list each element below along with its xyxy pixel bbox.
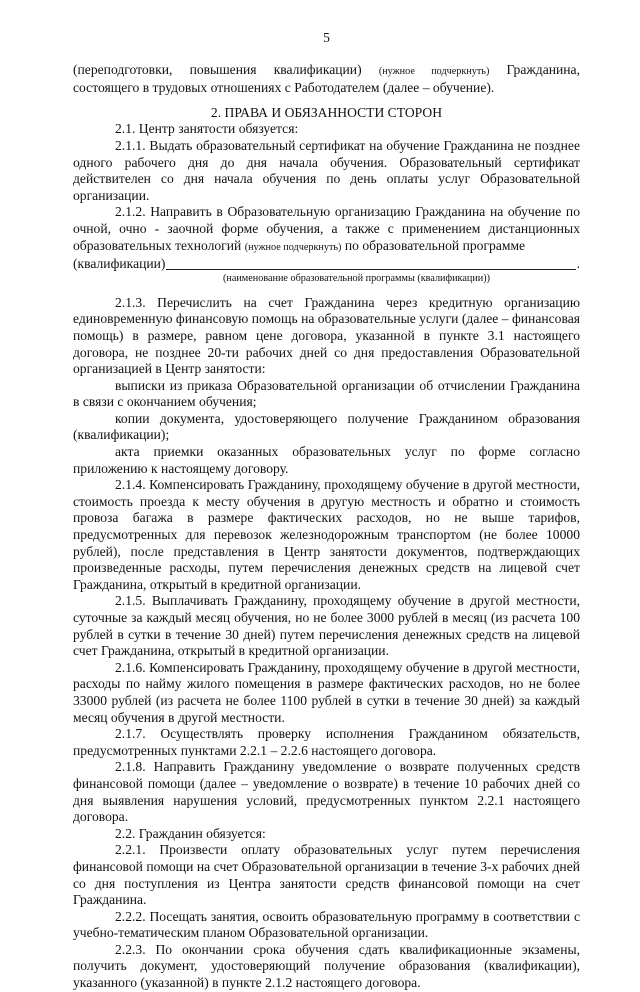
text-run: 2.2.3. По окончании срока обучения сдать квалификационные экзамены, получить документ, удостоверяющий получение образования (квалификации), указанного (указанной) в пункте 2.1.2 настоящего договора. <box>73 941 580 991</box>
clause-paragraph <box>73 411 580 444</box>
text-run: (переподготовки, повышения квалификации) <box>73 61 379 77</box>
clause-paragraph <box>73 660 580 726</box>
program-blank-line <box>73 256 580 273</box>
text-run: 2.1.7. Осуществлять проверку исполнения Гражданином обязательств, предусмотренных пунктами 2.2.1 – 2.2.6 настоящего договора. <box>73 726 580 758</box>
text-run: 2.1.5. Выплачивать Гражданину, проходящему обучение в другой местности, суточные за каждый месяц обучения, но не более 3000 рублей в месяц (из расчета 100 рублей в сутки в течение 30 дней) путем перечисления денежных средств на лицевой счет Гражданина, открытый в кредитной организации. <box>73 593 580 659</box>
text-run: 2.1.2. Направить в Образовательную организацию Гражданина на обучение по очной, очно - заочной форме обучения, а также с применением дистанционных образовательных технологий <box>73 204 580 253</box>
clause-paragraph <box>73 909 580 942</box>
document-page <box>73 30 580 992</box>
text-run: Гражданина, состоящего в трудовых отношениях с Работодателем (далее – обучение). <box>73 61 580 96</box>
small-note: (нужное подчеркнуть) <box>244 241 342 253</box>
clause-paragraph <box>73 378 580 411</box>
clause-paragraph <box>73 444 580 477</box>
text-run: 2.1.1. Выдать образовательный сертификат на обучение Гражданина не позднее одного рабочего дня до дня начала обучения. Образовательный сертификат действителен со дня начала обучения по день оплаты услуг Образовательной организации. <box>73 137 580 203</box>
text-run: 2.1.8. Направить Гражданину уведомление о возврате полученных средств финансовой помощи (далее – уведомление о возврате) в течение 10 рабочих дней со дня выявления нарушения условий, предусмотренных пунктом 2.2.1 настоящего договора. <box>73 759 580 825</box>
clause-paragraph <box>73 204 580 256</box>
text-run: 2.1. Центр занятости обязуется: <box>115 121 299 137</box>
clause-paragraph <box>73 826 580 843</box>
text-run: 2.1.3. Перечислить на счет Гражданина через кредитную организацию единовременную финансовую помощь на образовательные услуги (далее – финансовая помощь) в размере, равном цене договора, указанной в пункте 3.1 настоящего договора, не позднее 20-ти рабочих дней со дня предоставления Образовательной организацией в Центр занятости: <box>73 294 580 377</box>
clause-paragraph <box>73 942 580 992</box>
clause-paragraph <box>73 759 580 825</box>
clauses-part-a <box>73 121 580 256</box>
program-blank-label: (квалификации) <box>73 256 166 272</box>
text-run: 2.2.2. Посещать занятия, освоить образовательную программу в соответствии с учебно-тематическим планом Образовательной организации. <box>73 908 580 941</box>
text-run: 2.1.4. Компенсировать Гражданину, проходящему обучение в другой местности, стоимость проезда к месту обучения в другую местность и обратно и стоимость провоза багажа в размере фактических расходов, но не выше тарифов, предусмотренных для перевозок железнодорожным транспортом (не более 10000 рублей), после представления в Центр занятости документов, подтверждающих произведенные расходы, путем перечисления денежных средств на лицевой счет Гражданина, открытый в кредитной организации. <box>73 477 580 592</box>
text-run: 2.1.6. Компенсировать Гражданину, проходящему обучение в другой местности, расходы по найму жилого помещения в размере фактических расходов, но не более 33000 рублей (из расчета не более 1100 рублей в сутки в течение 30 дней) за каждый месяц обучения в другой местности. <box>73 659 580 725</box>
clause-paragraph <box>73 138 580 204</box>
text-run: копии документа, удостоверяющего получение Гражданином образования (квалификации); <box>73 410 580 443</box>
section-heading: 2. ПРАВА И ОБЯЗАННОСТИ СТОРОН <box>210 104 443 120</box>
continuation-paragraph <box>73 62 580 97</box>
clauses-part-b <box>73 295 580 992</box>
page-number: 5 <box>323 30 330 45</box>
small-note: (нужное подчеркнуть) <box>378 65 490 77</box>
clause-paragraph <box>73 593 580 659</box>
clause-paragraph <box>73 842 580 908</box>
clause-paragraph <box>73 121 580 138</box>
program-underline-line <box>166 257 575 270</box>
text-run: 2.2.1. Произвести оплату образовательных услуг путем перечисления финансовой помощи на счет Образовательной организации в течение 3-х рабочих дней со дня поступления из Центра занятости средств финансовой помощи на счет Гражданина. <box>73 842 580 908</box>
text-run: выписки из приказа Образовательной организации об отчислении Гражданина в связи с окончанием обучения; <box>73 377 580 410</box>
clause-paragraph <box>73 726 580 759</box>
program-blank-period: . <box>576 256 580 272</box>
clause-paragraph <box>73 477 580 593</box>
text-run: 2.2. Гражданин обязуется: <box>115 825 266 841</box>
program-caption: (наименование образовательной программы (квалификации)) <box>222 272 491 284</box>
text-run: по образовательной программе <box>341 237 526 253</box>
clause-paragraph <box>73 295 580 378</box>
text-run: акта приемки оказанных образовательных услуг по форме согласно приложению к настоящему договору. <box>73 444 580 476</box>
